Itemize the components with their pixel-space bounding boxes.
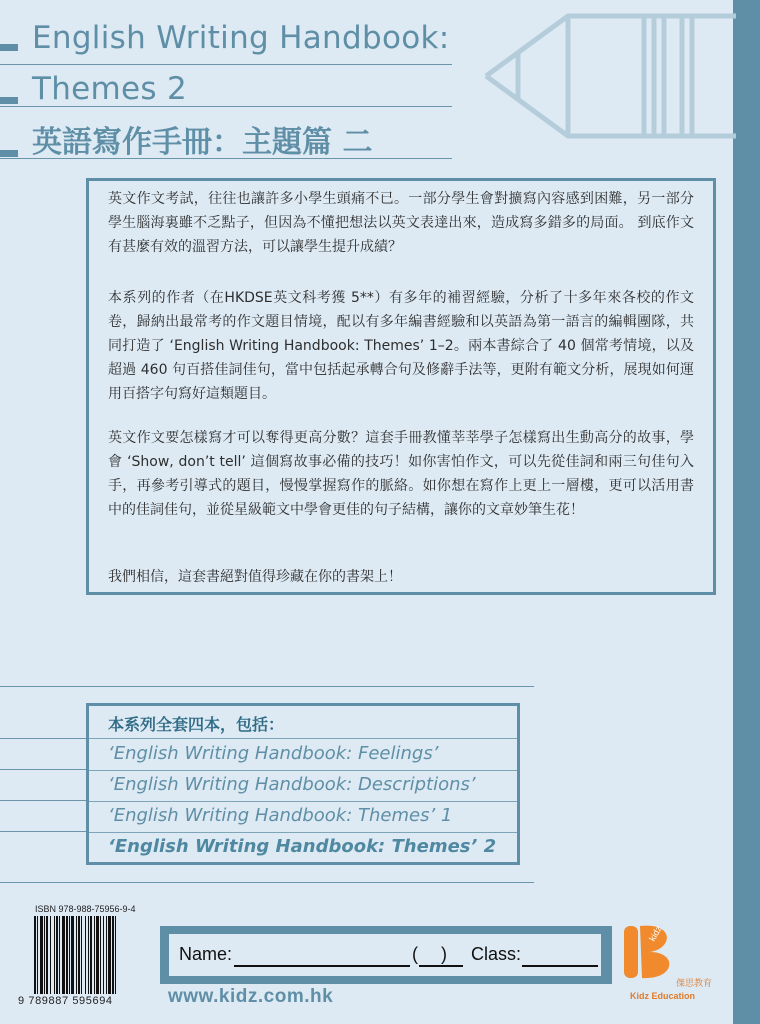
isbn-label: ISBN 978-988-75956-9-4 [35,904,136,914]
website-url: www.kidz.com.hk [168,986,334,1007]
series-divider [89,832,517,833]
series-list-box [86,703,520,865]
header-rule [0,64,452,65]
series-heading: 本系列全套四本，包括： [108,715,285,734]
series-item-themes-2: ‘English Writing Handbook: Themes’ 2 [108,836,497,857]
svg-text:kidz: kidz [647,924,664,943]
series-item-descriptions: ‘English Writing Handbook: Descriptions’ [108,774,476,795]
description-paragraph-4: 我們相信，這套書絕對值得珍藏在你的書架上！ [108,569,402,585]
series-divider [89,738,517,739]
kidz-logo-icon [618,918,678,980]
series-item-feelings: ‘English Writing Handbook: Feelings’ [108,743,439,764]
ruled-line [0,800,88,801]
class-number-underline [419,965,463,967]
description-box [86,178,716,595]
ruled-line [0,686,534,687]
barcode [34,916,152,994]
ruled-line [0,769,88,770]
name-label: Name: [179,944,233,964]
isbn-digits: 9 789887 595694 [18,995,113,1007]
book-spine-band [733,0,760,1024]
series-divider [89,801,517,802]
name-class-field [169,934,601,976]
title-english-line1: English Writing Handbook: [32,20,450,56]
description-paragraph-1: 英文作文考試，往往也讓許多小學生頭痛不已。一部分學生會對擴寫內容感到困難，另一部分學生腦海裏雖不乏點子，但因為不懂把想法以英文表達出來，造成寫多錯多的局面。 到底作文有甚麼有效的溫習方法，可以讓學生提升成績？ [108,191,694,255]
ruled-line [0,738,88,739]
margin-tick [0,150,18,157]
paren-close: ) [441,944,447,964]
margin-tick [0,97,18,104]
description-paragraph-3: 英文作文要怎樣寫才可以奪得更高分數？這套手冊教懂莘莘學子怎樣寫出生動高分的故事，學會 ‘Show, don’t tell’ 這個寫故事必備的技巧！如你害怕作文，可以先從佳詞和兩三句佳句入手，再參考引導式的題目，慢慢掌握寫作的脈絡。如你想在寫作上更上一層樓，更可以活用書中的佳詞佳句，並從星級範文中學會更佳的句子結構，讓你的文章妙筆生花！ [108,430,694,518]
paren-open: ( [412,944,418,964]
series-divider [89,770,517,771]
title-chinese: 英語寫作手冊：主題篇 二 [32,125,373,160]
publisher-name-zh: 傑思教育 [676,979,713,989]
ruled-line [0,882,534,883]
description-paragraph-2: 本系列的作者（在HKDSE英文科考獲 5**）有多年的補習經驗，分析了十多年來各校的作文卷，歸納出最常考的作文題目情境，配以有多年編書經驗和以英語為第一語言的編輯團隊，共同打造了 ‘English Writing Handbook: Themes’ 1–2。兩本書綜合了 40 個常考情境，以及超過 460 句百搭佳詞佳句，當中包括起承轉合句及修辭手法等，更附有範文分析，展現如何運用百搭字句寫好這類題目。 [108,290,694,402]
publisher-name-en: Kidz Education [630,991,695,1001]
class-label: Class: [471,944,522,964]
ruled-line [0,831,88,832]
series-item-themes-1: ‘English Writing Handbook: Themes’ 1 [108,805,453,826]
class-underline [522,965,598,967]
margin-tick [0,44,18,51]
name-underline [234,965,410,967]
pencil-outline-icon [478,4,738,144]
title-english-line2: Themes 2 [32,71,188,107]
